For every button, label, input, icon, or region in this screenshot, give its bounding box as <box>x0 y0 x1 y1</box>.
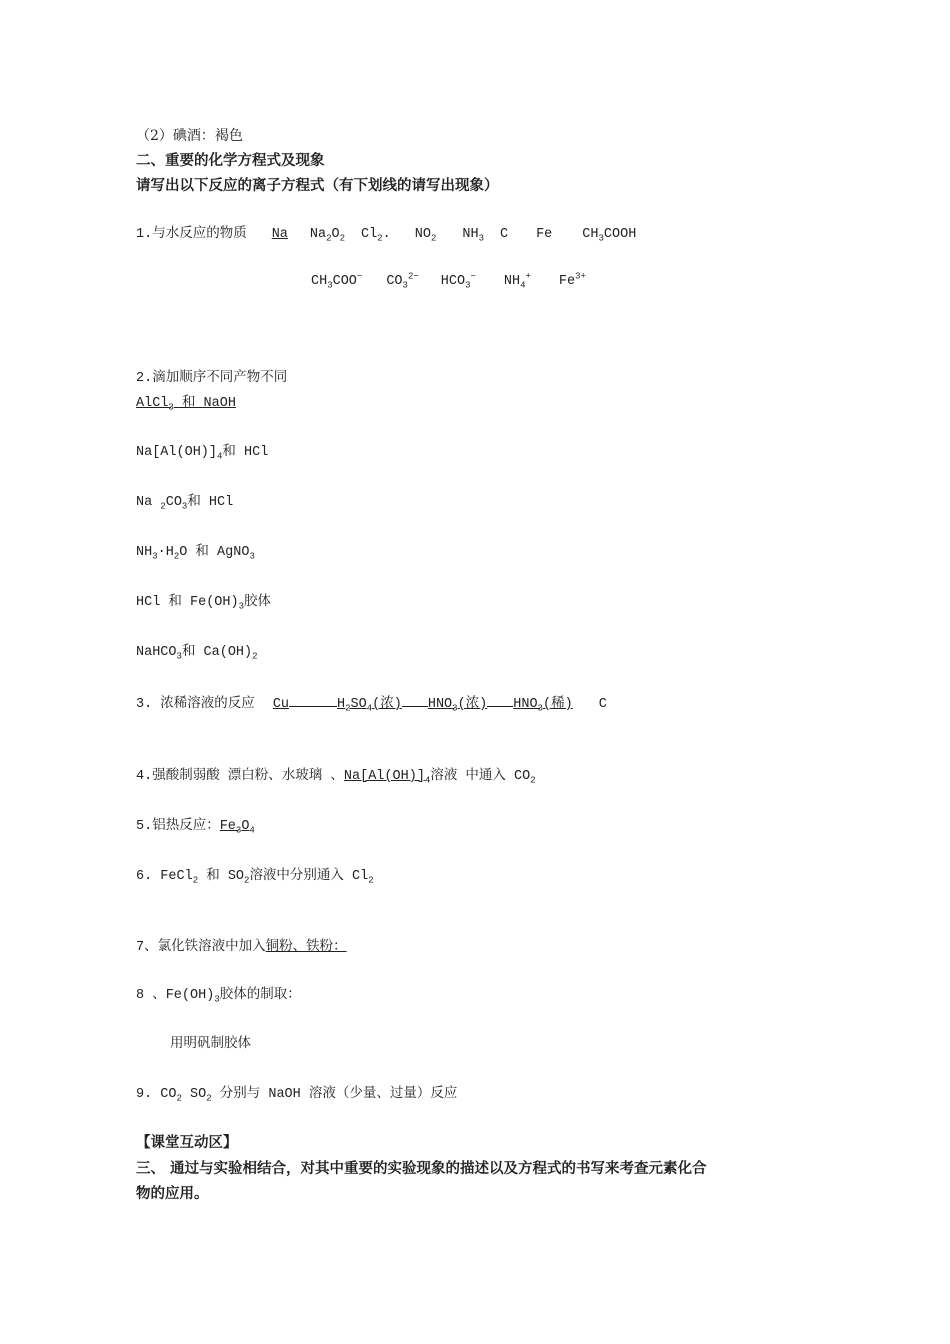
section-3-line-2: 物的应用。 <box>136 1186 209 1202</box>
no2-a: NO <box>414 227 431 242</box>
fe: Fe <box>536 227 553 242</box>
fe3o4-s1: 3 <box>235 825 242 836</box>
nh3h2o-s1: 3 <box>152 551 158 562</box>
hno3d-s: 3 <box>537 703 543 714</box>
item-1-label: 1.与水反应的物质 <box>136 227 247 242</box>
ch3cooh-a: CH <box>582 227 599 242</box>
ion-nh4-c: + <box>525 271 531 282</box>
fe3o4 <box>220 819 255 834</box>
item-1 <box>136 226 636 244</box>
item-6-s3: 2 <box>368 875 374 886</box>
ion-co3-c: 2− <box>407 271 419 282</box>
item-9-b: SO <box>181 1087 207 1102</box>
nh3h2o-c: O 和 AgNO <box>179 545 250 560</box>
ion-nh4-a: NH <box>503 274 521 289</box>
na2o2-b: O <box>331 227 340 242</box>
item-2b <box>136 444 268 462</box>
h2so4-s2: 4 <box>366 703 373 714</box>
item-2c <box>136 494 233 512</box>
h2so4-c: (浓) <box>372 697 402 712</box>
item-5-label: 5.铝热反应： <box>136 819 220 834</box>
nahco3-a: NaHCO <box>136 645 177 660</box>
fe3o4-b: O <box>241 819 250 834</box>
cl2-dot: . <box>382 227 391 242</box>
na: Na <box>271 227 288 242</box>
item-7-ul: 铜粉、铁粉： <box>265 940 347 955</box>
na2co3-s1: 2 <box>160 501 166 512</box>
na2o2-a: Na <box>309 227 327 242</box>
item-8-b: 胶体的制取： <box>219 988 301 1003</box>
na2o2-s2: 2 <box>339 233 346 244</box>
na2o2-s1: 2 <box>326 233 332 244</box>
nahco3-b: 和 Ca(OH) <box>181 645 253 660</box>
alcl3-a: AlCl <box>136 396 169 411</box>
item-4-b: 溶液 中通入 CO <box>430 769 531 784</box>
item-6-a: 6. FeCl <box>136 869 193 884</box>
nahco3-s1: 3 <box>176 651 182 662</box>
ion-ch3coo-b: COO <box>332 274 357 289</box>
hno3-conc <box>428 697 487 712</box>
naaloh4-a: Na[Al(OH)] <box>343 769 425 784</box>
naaloh-b: 和 HCl <box>222 445 269 460</box>
alcl3-b: 和 NaOH <box>173 396 236 411</box>
instruction: 请写出以下反应的离子方程式（有下划线的请写出现象） <box>136 178 499 194</box>
item-6-b: 和 SO <box>198 869 245 884</box>
item-8b: 用明矾制胶体 <box>170 1037 251 1052</box>
ion-ch3coo-a: CH <box>311 274 328 289</box>
naaloh-a: Na[Al(OH)] <box>136 445 218 460</box>
classroom-heading: 【课堂互动区】 <box>136 1135 238 1151</box>
item-2d <box>136 544 255 562</box>
item-6-c: 溶液中分别通入 Cl <box>249 869 369 884</box>
item-4 <box>136 768 536 786</box>
nh3h2o-b: ·H <box>157 545 174 560</box>
ion-fe-a: Fe <box>558 274 576 289</box>
ch3cooh-b: COOH <box>603 227 637 242</box>
hno3d-a: HNO <box>513 697 538 712</box>
co2-s: 2 <box>530 775 536 786</box>
naaloh4-s: 4 <box>424 775 431 786</box>
h2so4-a: H <box>337 697 346 712</box>
ion-ch3coo-c: − <box>356 271 363 282</box>
item-2f <box>136 644 258 662</box>
cl2-a: Cl <box>361 227 378 242</box>
nh3h2o-s2: 2 <box>173 551 180 562</box>
ions-line <box>311 273 586 291</box>
cu: Cu <box>272 697 290 712</box>
naaloh-s: 4 <box>217 451 223 462</box>
item-9-c: 分别与 NaOH 溶液（少量、过量）反应 <box>211 1087 458 1102</box>
ion-co3-a: CO <box>386 274 403 289</box>
hclfe-a: HCl 和 Fe(OH) <box>136 595 239 610</box>
item-9-s1: 2 <box>176 1093 182 1104</box>
na2co3-s2: 3 <box>181 501 188 512</box>
hclfe-s: 3 <box>238 601 245 612</box>
line-iodine: （2）碘酒：褐色 <box>136 128 243 144</box>
ion-hco3-s: 3 <box>465 280 471 291</box>
nh3-a: NH <box>462 227 479 242</box>
section-heading-2: 二、重要的化学方程式及现象 <box>136 153 325 169</box>
c: C <box>499 227 509 242</box>
ch3cooh-s: 3 <box>598 233 604 244</box>
nh3h2o-s3: 3 <box>249 551 255 562</box>
item-3-label: 3. 浓稀溶液的反应 <box>136 697 255 712</box>
ion-fe-c: 3+ <box>575 271 586 282</box>
section-3-line-1: 三、 通过与实验相结合，对其中重要的实验现象的描述以及方程式的书写来考查元素化合 <box>136 1161 707 1177</box>
hclfe-b: 胶体 <box>244 595 272 610</box>
item-9 <box>136 1086 457 1104</box>
ion-nh4-s: 4 <box>520 280 526 291</box>
no2-s: 2 <box>430 233 437 244</box>
item-2-label: 2.滴加顺序不同产物不同 <box>136 371 288 386</box>
item-2e <box>136 594 271 612</box>
item-5 <box>136 818 255 836</box>
h2so4-s1: 2 <box>345 703 351 714</box>
na2co3-b: CO <box>165 495 182 510</box>
hno3c-b: (浓) <box>457 697 488 712</box>
item-9-s2: 2 <box>206 1093 212 1104</box>
item-2a <box>136 395 236 413</box>
item-6 <box>136 868 374 886</box>
naaloh4 <box>344 769 430 784</box>
hno3d-b: (稀) <box>542 697 573 712</box>
ion-ch3coo-s: 3 <box>327 280 333 291</box>
nh3h2o-a: NH <box>136 545 153 560</box>
nahco3-s2: 2 <box>252 651 258 662</box>
fe3o4-s2: 4 <box>249 825 255 836</box>
item-9-a: 9. CO <box>136 1087 177 1102</box>
ion-co3-s: 3 <box>402 280 408 291</box>
ion-hco3-c: − <box>470 271 476 282</box>
item-8 <box>136 987 301 1005</box>
ion-hco3-a: HCO <box>440 274 466 289</box>
item-7 <box>136 939 347 957</box>
item-6-s1: 2 <box>192 875 199 886</box>
cl2-s: 2 <box>377 233 383 244</box>
item-6-s2: 2 <box>244 875 250 886</box>
item-8-a: 8 、Fe(OH) <box>136 988 215 1003</box>
na2co3-a: Na <box>136 495 161 510</box>
h2so4 <box>337 697 402 712</box>
nh3-s: 3 <box>478 233 484 244</box>
item-3 <box>136 693 607 714</box>
hno3-dil <box>513 697 572 712</box>
alcl3-s: 3 <box>168 402 174 413</box>
na2co3-c: 和 HCl <box>187 495 234 510</box>
item-8-s: 3 <box>214 994 220 1005</box>
h2so4-b: SO <box>350 697 367 712</box>
hno3c-a: HNO <box>427 697 453 712</box>
c-carbon: C <box>598 697 607 712</box>
item-4-label: 4.强酸制弱酸 漂白粉、水玻璃 、 <box>136 769 344 784</box>
hno3c-s: 3 <box>452 703 458 714</box>
item-7-label: 7、氯化铁溶液中加入 <box>136 940 266 955</box>
fe3o4-a: Fe <box>219 819 236 834</box>
